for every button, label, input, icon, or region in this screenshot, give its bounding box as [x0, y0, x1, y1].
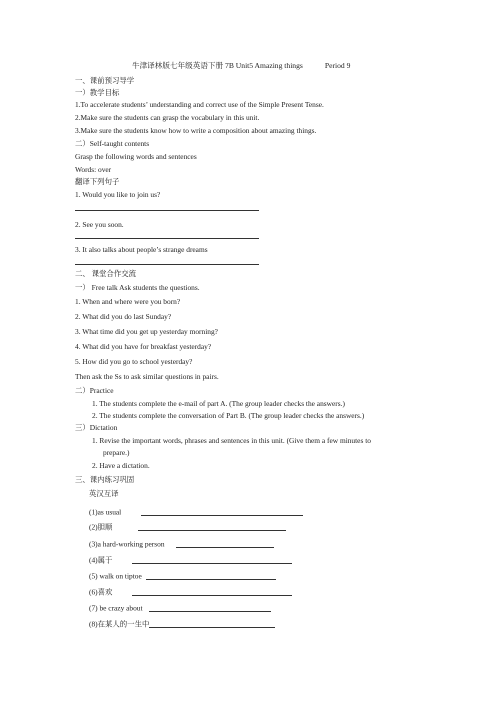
exercise-item-6: [89, 587, 292, 596]
section2-heading: 二、 课堂合作交流: [75, 269, 136, 278]
answer-line-2[interactable]: [75, 238, 259, 239]
practice-heading: 二）Practice: [75, 386, 114, 395]
exercise-prompt: (4)属于: [89, 555, 113, 565]
exercise-item-4: [89, 555, 292, 564]
title-text: 牛津译林版七年级英语下册 7B Unit5 Amazing things: [132, 61, 303, 70]
sentence-3: 3. It also talks about people’s strange dreams: [75, 245, 208, 254]
question-1: 1. When and where were you born?: [75, 297, 181, 306]
answer-blank[interactable]: [176, 539, 274, 548]
question-2: 2. What did you do last Sunday?: [75, 312, 172, 321]
section1-heading: 一、课前预习导学: [75, 76, 135, 85]
dictation-1-cont: prepare.): [103, 448, 130, 457]
question-3: 3. What time did you get up yesterday morning?: [75, 327, 218, 336]
exercise-prompt: (5) walk on tiptoe: [89, 571, 142, 581]
answer-blank[interactable]: [138, 522, 286, 531]
answer-blank[interactable]: [149, 619, 275, 628]
exercise-prompt: (6)喜欢: [89, 587, 113, 597]
translate-heading: 翻译下列句子: [75, 177, 120, 186]
period-label: Period 9: [324, 61, 351, 70]
words-line: Words: over: [75, 165, 112, 174]
practice-1: 1. The students complete the e-mail of part A. (The group leader checks the answers.): [92, 399, 345, 408]
exercise-item-5: [89, 571, 276, 580]
answer-line-1[interactable]: [75, 210, 259, 211]
document-title: [132, 62, 350, 70]
exercise-prompt: (8)在某人的一生中: [89, 619, 150, 629]
section3-heading: 三、课内练习巩固: [75, 475, 135, 484]
answer-line-3[interactable]: [75, 264, 259, 265]
exercise-item-3: [89, 539, 274, 548]
answer-blank[interactable]: [132, 587, 292, 596]
dictation-1: 1. Revise the important words, phrases and sentences in this unit. (Give them a few minutes to: [92, 436, 371, 445]
answer-blank[interactable]: [146, 571, 276, 580]
exercise-prompt: (1)as usual: [89, 507, 122, 517]
exercise-item-7: [89, 603, 271, 612]
grasp-line: Grasp the following words and sentences: [75, 152, 197, 161]
exercise-prompt: (7) be crazy about: [89, 603, 143, 613]
sentence-1: 1. Would you like to join us?: [75, 190, 161, 199]
exercise-item-2: [89, 522, 286, 531]
pairs-instruction: Then ask the Ss to ask similar questions in pairs.: [75, 372, 219, 381]
answer-blank[interactable]: [149, 603, 271, 612]
exercise-item-1: [89, 507, 303, 516]
answer-blank[interactable]: [141, 507, 303, 516]
goal-2: 2.Make sure the students can grasp the vocabulary in this unit.: [75, 113, 260, 122]
goal-1: 1.To accelerate students’ understanding and correct use of the Simple Present Tense.: [75, 100, 324, 109]
exercise-prompt: (3)a hard-working person: [89, 539, 165, 549]
objectives-heading: 一）教学目标: [75, 88, 120, 97]
exercise-item-8: [89, 619, 275, 628]
free-talk-line: 一） Free talk Ask students the questions.: [75, 283, 200, 292]
question-5: 5. How did you go to school yesterday?: [75, 357, 193, 366]
answer-blank[interactable]: [132, 555, 292, 564]
practice-2: 2. The students complete the conversation of Part B. (The group leader checks the answers.): [92, 411, 365, 420]
goal-3: 3.Make sure the students know how to write a composition about amazing things.: [75, 126, 317, 135]
self-taught-heading: 二）Self-taught contents: [75, 139, 150, 148]
question-4: 4. What did you have for breakfast yesterday?: [75, 342, 212, 351]
translation-subheading: 英汉互译: [89, 489, 119, 498]
dictation-2: 2. Have a dictation.: [92, 461, 150, 470]
dictation-heading: 三）Dictation: [75, 423, 118, 432]
sentence-2: 2. See you soon.: [75, 220, 124, 229]
exercise-prompt: (2)胆顺: [89, 522, 113, 532]
